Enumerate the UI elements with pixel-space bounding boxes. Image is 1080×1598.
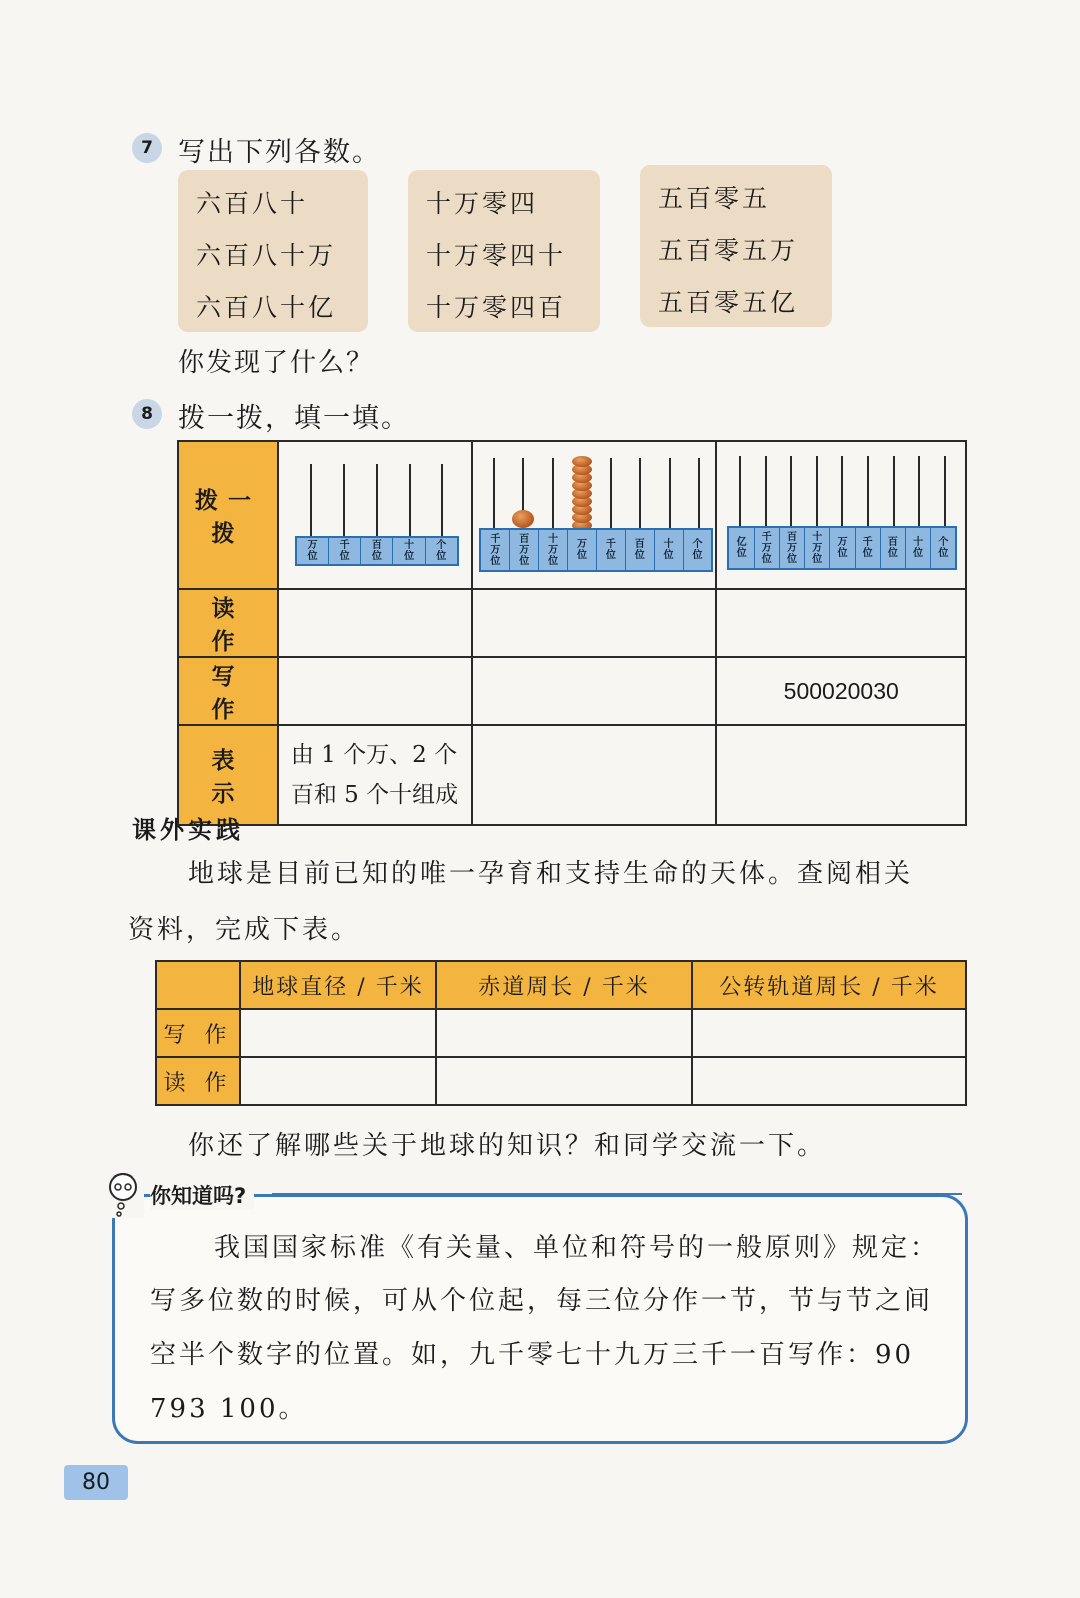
practice-para-line-1: 地球是目前已知的唯一孕育和支持生命的天体。查阅相关 [188,859,914,889]
abacus-rod[interactable] [918,456,920,526]
read-cell-2[interactable] [472,589,716,657]
place-label: 千 万 位 [755,528,780,568]
place-label: 千 位 [597,530,626,570]
place-label: 百 位 [626,530,655,570]
earth-read-orbit[interactable] [692,1057,966,1105]
thinking-kid-icon [102,1170,144,1218]
title-underline [272,1193,962,1195]
know-line-4: 793 100。 [150,1394,308,1424]
abacus-rod[interactable] [343,464,345,536]
abacus-2[interactable] [473,442,718,590]
card-3-line-2: 五百零五万 [658,236,799,265]
abacus-rod[interactable] [893,456,895,526]
abacus-rod[interactable] [669,458,671,528]
place-label: 十 万 位 [539,530,568,570]
row-header-write: 写 作 [178,657,278,725]
number-card-3 [640,165,832,327]
number-card-1 [178,170,368,332]
row-header-abacus: 拨一拨 [178,441,278,589]
place-label: 十 万 位 [805,528,830,568]
did-you-know-title: 你知道吗? [150,1180,254,1210]
card-3-line-1: 五百零五 [658,184,771,213]
card-2-line-1: 十万零四 [426,189,539,218]
header-equator: 赤道周长 / 千米 [436,961,692,1009]
represent-cell-2[interactable] [472,725,716,825]
place-label: 万 位 [830,528,855,568]
card-1-line-2: 六百八十万 [196,241,337,270]
earth-table-corner [156,961,240,1009]
represent-line-1: 由 1 个万、2 个 [290,742,458,768]
place-label: 十 位 [655,530,684,570]
question-8-title: 拨一拨，填一填。 [178,403,410,434]
practice-para-line-2: 资料，完成下表。 [128,915,361,945]
represent-cell-1 [278,725,473,825]
abacus-rod[interactable] [841,456,843,526]
card-3-line-3: 五百零五亿 [658,288,799,317]
place-label: 百 万 位 [780,528,805,568]
abacus-rod[interactable] [610,458,612,528]
abacus-rod[interactable] [867,456,869,526]
abacus-base [295,536,459,566]
abacus-3-cell[interactable] [716,441,966,589]
earth-read-diameter[interactable] [240,1057,436,1105]
question-7-title: 写出下列各数。 [178,137,381,168]
know-line-3: 空半个数字的位置。如，九千零七十九万三千一百写作：90 [150,1340,915,1370]
represent-line-2: 百和 5 个十组成 [290,782,459,808]
abacus-rod[interactable] [441,464,443,536]
header-diameter: 地球直径 / 千米 [240,961,436,1009]
card-1-line-1: 六百八十 [196,189,309,218]
represent-cell-3[interactable] [716,725,966,825]
know-line-2: 写多位数的时候，可从个位起，每三位分作一节，节与节之间 [150,1286,934,1316]
write-cell-1[interactable] [278,657,473,725]
number-card-2 [408,170,600,332]
abacus-rod[interactable] [698,458,700,528]
earth-read-equator[interactable] [436,1057,692,1105]
question-7-number: 7 [132,133,162,163]
question-8-number: 8 [132,399,162,429]
place-label: 十 位 [393,538,425,564]
abacus-rod[interactable] [493,458,495,528]
abacus-rod[interactable] [639,458,641,528]
page-number: 80 [64,1465,128,1500]
place-label: 万 位 [568,530,597,570]
earth-table [155,960,967,1106]
abacus-table [177,440,967,826]
abacus-rod[interactable] [944,456,946,526]
earth-row-read: 读 作 [156,1057,240,1105]
question-7-prompt: 你发现了什么？ [178,348,375,378]
earth-write-orbit[interactable] [692,1009,966,1057]
abacus-2-cell[interactable] [472,441,716,589]
read-cell-3[interactable] [716,589,966,657]
abacus-base [727,526,957,570]
abacus-rod[interactable] [816,456,818,526]
abacus-rod[interactable] [310,464,312,536]
write-cell-2[interactable] [472,657,716,725]
place-label: 千 万 位 [481,530,510,570]
earth-write-equator[interactable] [436,1009,692,1057]
abacus-rod[interactable] [409,464,411,536]
abacus-rod[interactable] [739,456,741,526]
place-label: 万 位 [297,538,329,564]
place-label: 百 万 位 [510,530,539,570]
place-label: 亿 位 [729,528,754,568]
practice-followup: 你还了解哪些关于地球的知识？和同学交流一下。 [188,1131,827,1161]
read-cell-1[interactable] [278,589,473,657]
place-label: 千 位 [329,538,361,564]
place-label: 百 位 [881,528,906,568]
earth-write-diameter[interactable] [240,1009,436,1057]
row-header-represent: 表 示 [178,725,278,825]
card-2-line-3: 十万零四百 [426,293,567,322]
place-label: 十 位 [906,528,931,568]
place-label: 个 位 [436,540,447,562]
place-label: 个 位 [938,537,949,559]
abacus-bead[interactable] [512,510,534,528]
abacus-bead[interactable] [572,456,592,467]
abacus-3[interactable] [717,442,967,590]
place-label: 千 位 [856,528,881,568]
abacus-1-cell[interactable] [278,441,473,589]
abacus-rod[interactable] [552,458,554,528]
place-label: 个 位 [692,539,703,561]
card-1-line-3: 六百八十亿 [196,293,337,322]
card-2-line-2: 十万零四十 [426,241,567,270]
abacus-base [479,528,713,572]
abacus-1[interactable] [279,442,474,590]
abacus-rod[interactable] [376,464,378,536]
know-line-1: 我国国家标准《有关量、单位和符号的一般原则》规定： [214,1233,940,1263]
place-label: 百 位 [361,538,393,564]
practice-tag: 课外实践 [132,816,244,844]
abacus-rod[interactable] [790,456,792,526]
write-cell-3: 500020030 [716,657,966,725]
row-header-read: 读 作 [178,589,278,657]
earth-row-write: 写 作 [156,1009,240,1057]
header-orbit: 公转轨道周长 / 千米 [692,961,966,1009]
abacus-rod[interactable] [765,456,767,526]
